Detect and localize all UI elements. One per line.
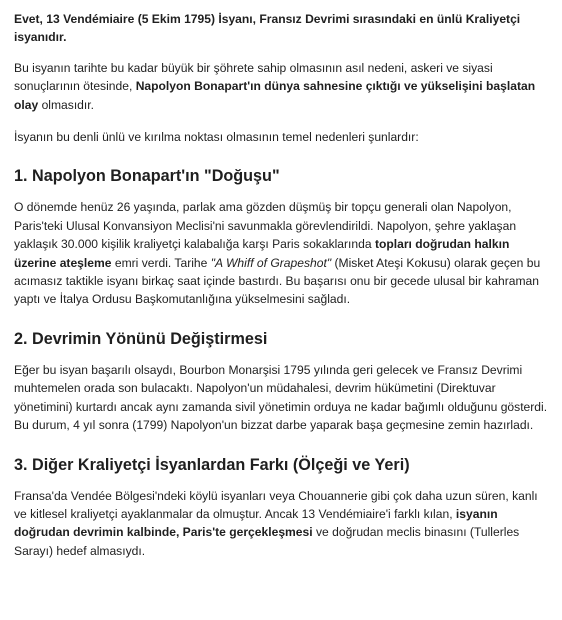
intro-paragraph-1 xyxy=(14,59,548,114)
section-3-paragraph xyxy=(14,487,548,561)
intro-p1-bold: Napolyon Bonapart'ın dünya sahnesine çıktığı ve yükselişini başlatan olay xyxy=(14,79,536,112)
section-1-bold: topları doğrudan halkın üzerine ateşleme xyxy=(14,237,510,270)
section-1-italic: "A Whiff of Grapeshot" xyxy=(210,255,332,270)
section-2-heading: 2. Devrimin Yönünü Değiştirmesi xyxy=(14,329,268,348)
intro-paragraph-2: İsyanın bu denli ünlü ve kırılma noktası olmasının temel nedenleri şunlardır: xyxy=(14,130,419,145)
section-1-text-1: O dönemde henüz 26 yaşında, parlak ama gözden düşmüş bir topçu generali olan Napolyon, Paris'teki Ulusal Konvansiyon Meclisi'ni savunmakla görevlendirildi. Napolyon, şehre yaklaşan yaklaşık 30.000 kişilik kraliyetçi kalabalığa karşı Paris sokaklarında xyxy=(14,200,517,252)
section-3-text-1: Fransa'da Vendée Bölgesi'ndeki köylü isyanları veya Chouannerie gibi çok daha uzun süren, kanlı ve kitlesel kraliyetçi ayaklanmalar da olmuştur. Ancak 13 Vendémiaire'i farklı kılan, xyxy=(14,488,538,521)
section-3-heading: 3. Diğer Kraliyetçi İsyanlardan Farkı (Ölçeği ve Yeri) xyxy=(14,455,410,474)
section-1-text-3: (Misket Ateşi Kokusu) olarak geçen bu acımasız taktikle isyanı birkaç saat içinde bastırdı. Bu başarısı onu bir gecede ulusal bir kahraman yaptı ve İtalya Ordusu Başkomutanlığına yükselmesini sağladı. xyxy=(14,255,541,307)
section-3-text-2: ve doğrudan meclis binasını (Tullerles Sarayı) hedef almasıydı. xyxy=(14,525,520,558)
intro-p1-text-c: olmasıdır. xyxy=(38,97,94,112)
section-3-bold: isyanın doğrudan devrimin kalbinde, Paris'te gerçekleşmesi xyxy=(14,506,498,540)
section-2-paragraph: Eğer bu isyan başarılı olsaydı, Bourbon Monarşisi 1795 yılında geri gelecek ve Fransız Devrimi muhtemelen orada son bulacaktı. Napolyon'un müdahalesi, devrim hükümetini (Direktuvar yönetimini) kurtardı ancak aynı zamanda sivil yönetimin orduya ne kadar bağımlı olduğunu gösterdi. Bu durum, 4 yıl sonra (1799) Napolyon'un bizzat darbe yaparak başa geçmesine zemin hazırladı. xyxy=(14,362,548,433)
intro-lead xyxy=(14,10,548,47)
intro-p1-text-a: Bu isyanın tarihte bu kadar büyük bir şöhrete sahip olmasının asıl nedeni, askeri ve siyasi sonuçlarının ötesinde, xyxy=(14,60,493,94)
section-1-paragraph xyxy=(14,198,548,308)
intro-lead-text: Evet, 13 Vendémiaire (5 Ekim 1795) İsyanı, Fransız Devrimi sırasındaki en ünlü Kraliyetçi isyanıdır. xyxy=(14,12,521,45)
section-1-text-2: emri verdi. Tarihe xyxy=(111,255,211,270)
section-1-heading: 1. Napolyon Bonapart'ın "Doğuşu" xyxy=(14,167,280,186)
